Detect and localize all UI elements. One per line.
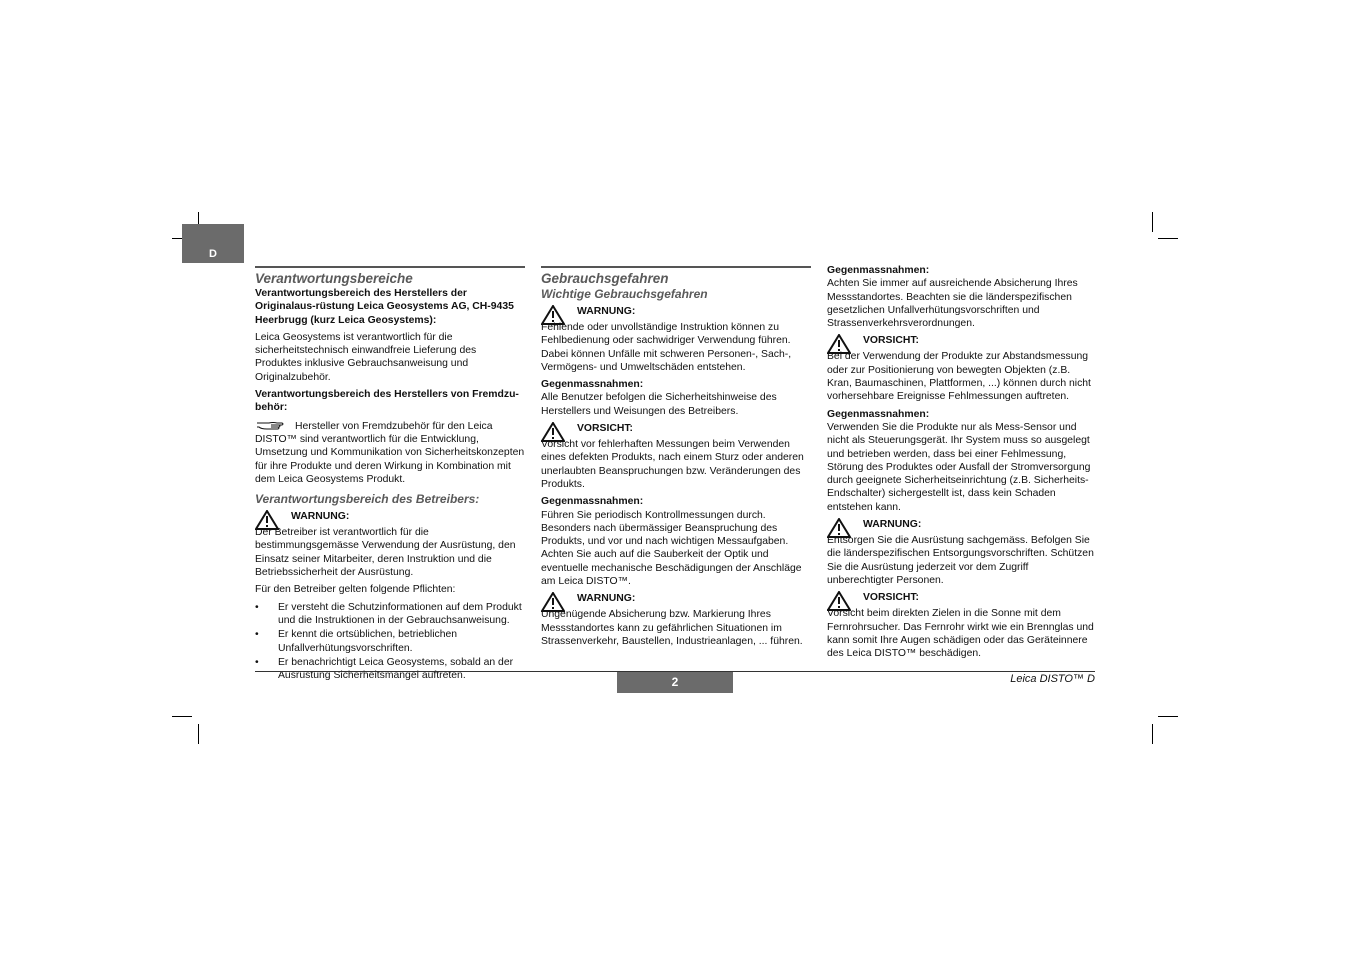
countermeasures-text: Achten Sie auch auf die Sauberkeit der Optik und eventuelle mechanische Beschädigungen der Anschläge am Leica DISTO™. bbox=[541, 549, 802, 588]
caution-triangle-icon bbox=[827, 334, 851, 354]
pointing-hand-icon bbox=[255, 419, 295, 431]
column-responsibilities bbox=[255, 266, 525, 683]
crop-mark bbox=[1158, 716, 1178, 717]
third-party-heading: Verantwortungsbereich des Herstellers von Fremdzu-behör: bbox=[255, 389, 519, 414]
crop-mark bbox=[1158, 238, 1178, 239]
warning-block bbox=[541, 305, 811, 374]
warning-triangle-icon bbox=[541, 305, 565, 325]
warning-text: Entsorgen Sie die Ausrüstung sachgemäss. Befolgen Sie die länderspezifischen Entsorgungsvorschriften. Schützen Sie die Ausrüstung jederzeit vor dem Zugriff unberechtigter Personen. bbox=[827, 535, 1094, 586]
warning-block bbox=[827, 518, 1097, 587]
column-hazards bbox=[541, 266, 811, 652]
duties-intro: Für den Betreiber gelten folgende Pflichten: bbox=[255, 584, 456, 596]
caution-label: VORSICHT: bbox=[863, 592, 919, 604]
warning-label: WARNUNG: bbox=[577, 306, 636, 317]
column-countermeasures bbox=[827, 264, 1097, 664]
countermeasures-label: Gegenmassnahmen: bbox=[541, 379, 644, 391]
countermeasures-text: Verwenden Sie die Produkte nur als Mess-Sensor und nicht als Steuerungsgerät. Ihr System muss so ausgelegt und betrieben werden, dass bei einer Fehlmessung, Störung des Produktes oder Ausfall der Stromversorgung durch geeignete Sicherheitseinrichtung (z.B. Sicherheits-Endschalter) sichergestellt ist, dass kein Schaden entstehen kann. bbox=[827, 421, 1091, 513]
countermeasures-text: Achten Sie immer auf ausreichende Absicherung Ihres Messstandortes. Beachten sie die länderspezifischen gesetzlichen Unfallverhütungsvorschriften und Strassenverkehrsverordnungen. bbox=[827, 278, 1078, 330]
third-party-note bbox=[255, 419, 525, 486]
countermeasures-text: Führen Sie periodisch Kontrollmessungen durch. Besonders nach übermässiger Beanspruchung des Produkts, und vor und nach wichtigen Messaufgaben. bbox=[541, 509, 789, 548]
caution-label: VORSICHT: bbox=[577, 423, 633, 435]
warning-triangle-icon bbox=[541, 592, 565, 612]
crop-mark bbox=[1152, 724, 1153, 744]
warning-label: WARNUNG: bbox=[577, 593, 636, 605]
crop-mark bbox=[1152, 212, 1153, 232]
section-subtitle: Wichtige Gebrauchsgefahren bbox=[541, 287, 708, 301]
warning-block bbox=[541, 592, 811, 648]
warning-triangle-icon bbox=[827, 518, 851, 538]
warning-triangle-icon bbox=[255, 510, 279, 530]
manufacturer-text: Leica Geosystems ist verantwortlich für die sicherheitstechnisch einwandfreie Lieferung des Produktes inklusive Gebrauchsanweisung und Originalzubehör. bbox=[255, 331, 477, 383]
language-tab: D bbox=[182, 224, 244, 263]
caution-block bbox=[541, 422, 811, 491]
countermeasures-text: Alle Benutzer befolgen die Sicherheitshinweise des Herstellers und Weisungen des Betreibers. bbox=[541, 392, 777, 417]
caution-label: VORSICHT: bbox=[863, 335, 919, 347]
warning-text: Ungenügende Absicherung bzw. Markierung Ihres Messstandortes kann zu gefährlichen Situationen im Strassenverkehr, Baustellen, Industrieanlagen, ... führen. bbox=[541, 609, 803, 647]
countermeasures-label: Gegenmassnahmen: bbox=[541, 496, 644, 508]
caution-text: Bei der Verwendung der Produkte zur Abstandsmessung oder zur Positionierung von bewegten Objekten (z.B. Kran, Baumaschinen, Plattformen, ...) können durch nicht vorhersehbare Ereignisse Fehlmessungen auftreten. bbox=[827, 351, 1091, 403]
caution-text: Vorsicht vor fehlerhaften Messungen beim Verwenden eines defekten Produkts, nach einem Sturz oder anderen unerlaubten Beanspruchungen bzw. Veränderungen des Produkts. bbox=[541, 439, 804, 490]
footer-brand: Leica DISTO™ D bbox=[1010, 673, 1095, 685]
countermeasures-label: Gegenmassnahmen: bbox=[827, 408, 930, 420]
column-rule bbox=[255, 266, 525, 268]
crop-mark bbox=[198, 724, 199, 744]
caution-block bbox=[827, 334, 1097, 403]
warning-text: Der Betreiber ist verantwortlich für die bestimmungsgemässe Verwendung der Ausrüstung, den Einsatz seiner Mitarbeiter, deren Instruktion und die Betriebssicherheit der Ausrüstung. bbox=[255, 527, 516, 579]
operator-warning bbox=[255, 510, 525, 579]
section-title: Verantwortungsbereiche bbox=[255, 271, 413, 286]
section-title: Gebrauchsgefahren bbox=[541, 271, 669, 286]
warning-text: Fehlende oder unvollständige Instruktion können zu Fehlbedienung oder sachwidriger Verwendung führen. Dabei können Unfälle mit schweren Personen-, Sach-, Vermögens- und Umweltschäden entstehen. bbox=[541, 322, 792, 373]
caution-block bbox=[827, 591, 1097, 660]
list-item: • Er kennt die ortsüblichen, betrieblichen Unfallverhütungsvorschriften. bbox=[255, 628, 525, 655]
warning-label: WARNUNG: bbox=[863, 519, 922, 531]
operator-title: Verantwortungsbereich des Betreibers: bbox=[255, 492, 480, 507]
page-number: 2 bbox=[617, 672, 733, 693]
third-party-text: Hersteller von Fremdzubehör für den Leica DISTO™ sind verantwortlich für die Entwicklung, Umsetzung und Kommunikation von Sicherheitskonzepten für ihre Produkte und deren Wirkung in Kombination mit dem Leica Geosystems Produkt. bbox=[255, 420, 525, 485]
column-rule bbox=[541, 266, 811, 268]
caution-text: Vorsicht beim direkten Zielen in die Sonne mit dem Fernrohrsucher. Das Fernrohr wirkt wie ein Brennglas und kann somit Ihre Augen schädigen oder das Geräteinnere des Leica DISTO™ beschädigen. bbox=[827, 608, 1094, 660]
warning-label: WARNUNG: bbox=[291, 511, 350, 523]
list-item: • Er benachrichtigt Leica Geosystems, sobald an der Ausrüstung Sicherheitsmängel auftreten. bbox=[255, 656, 525, 683]
crop-mark bbox=[172, 716, 192, 717]
manufacturer-heading: Verantwortungsbereich des Herstellers der Originalaus-rüstung Leica Geosystems AG, CH-9435 Heerbrugg (kurz Leica Geosystems): bbox=[255, 288, 514, 326]
list-item: • Er versteht die Schutzinformationen auf dem Produkt und die Instruktionen in der Gebrauchsanweisung. bbox=[255, 601, 525, 628]
countermeasures-label: Gegenmassnahmen: bbox=[827, 265, 930, 276]
caution-triangle-icon bbox=[541, 422, 565, 442]
caution-triangle-icon bbox=[827, 591, 851, 611]
